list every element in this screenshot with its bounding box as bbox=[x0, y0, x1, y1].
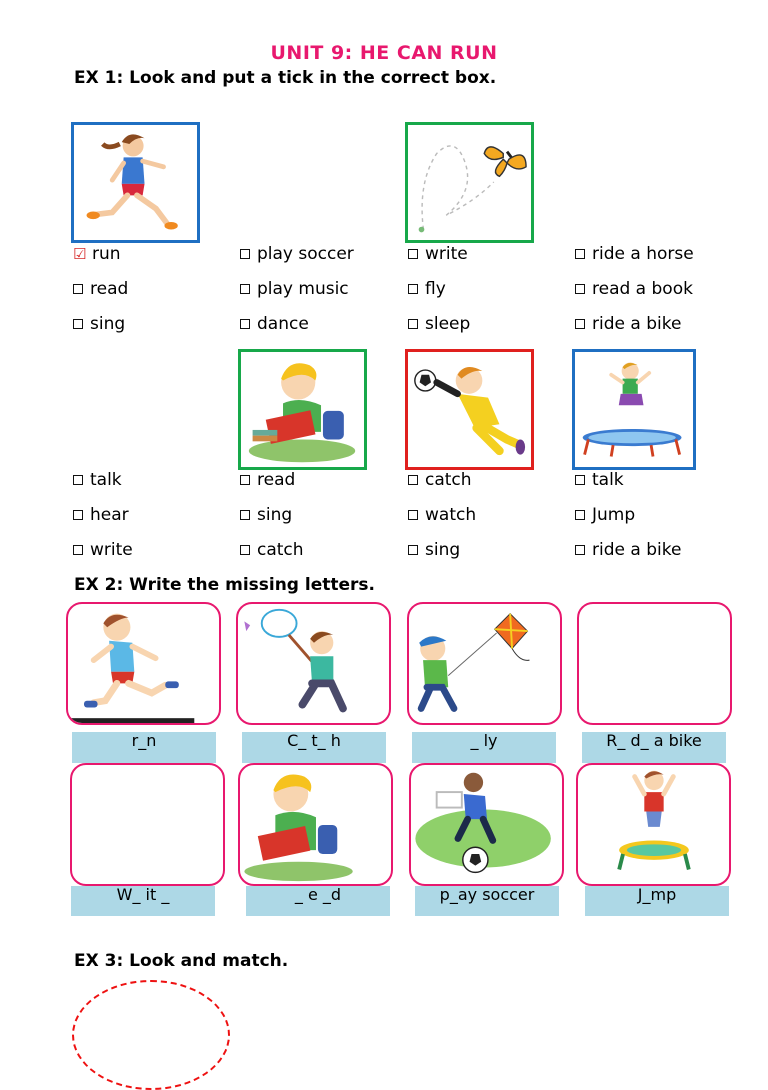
ex1-heading: EX 1: Look and put a tick in the correct box. bbox=[74, 68, 497, 88]
checkbox-icon[interactable] bbox=[73, 319, 83, 329]
option-hear[interactable] bbox=[73, 505, 129, 525]
checkbox-icon[interactable] bbox=[575, 475, 585, 485]
option-label: hear bbox=[90, 505, 129, 525]
option-sing[interactable] bbox=[240, 505, 292, 525]
card-boy-butterfly-net bbox=[236, 602, 391, 725]
option-label: ride a horse bbox=[592, 244, 694, 264]
option-ride-a-horse[interactable] bbox=[575, 244, 694, 264]
option-label: ride a bike bbox=[592, 540, 682, 560]
card-empty-2 bbox=[70, 763, 225, 886]
missing-letters-label: p_ay soccer bbox=[415, 886, 559, 916]
option-talk[interactable] bbox=[73, 470, 122, 490]
option-write[interactable] bbox=[408, 244, 468, 264]
missing-letters-label: _ ly bbox=[412, 732, 556, 763]
checkbox-icon[interactable] bbox=[240, 510, 250, 520]
checkbox-icon[interactable] bbox=[575, 284, 585, 294]
option-label: dance bbox=[257, 314, 309, 334]
dashed-circle-shape bbox=[72, 980, 230, 1090]
option-read[interactable] bbox=[240, 470, 295, 490]
card-boy-jumping bbox=[576, 763, 731, 886]
checkbox-icon[interactable] bbox=[408, 284, 418, 294]
option-watch[interactable] bbox=[408, 505, 476, 525]
card-boy-reading bbox=[238, 763, 393, 886]
checkbox-icon[interactable] bbox=[73, 510, 83, 520]
checkbox-icon[interactable] bbox=[240, 284, 250, 294]
option-read-a-book[interactable] bbox=[575, 279, 693, 299]
checkbox-icon[interactable] bbox=[240, 475, 250, 485]
option-label: Jump bbox=[592, 505, 636, 525]
checkbox-icon[interactable] bbox=[240, 249, 250, 259]
option-write[interactable] bbox=[73, 540, 133, 560]
option-label: catch bbox=[425, 470, 472, 490]
missing-letters-label: W_ it _ bbox=[71, 886, 215, 916]
option-label: write bbox=[90, 540, 133, 560]
checkbox-icon[interactable] bbox=[73, 475, 83, 485]
checkbox-icon[interactable] bbox=[73, 545, 83, 555]
option-label: watch bbox=[425, 505, 477, 525]
goalkeeper-picture bbox=[405, 349, 534, 470]
boy-reading-picture bbox=[238, 349, 367, 470]
option-label: sing bbox=[90, 314, 126, 334]
runner-girl-picture bbox=[71, 122, 200, 243]
option-ride-a-bike[interactable] bbox=[575, 314, 681, 334]
card-empty-1 bbox=[577, 602, 732, 725]
checked-box-icon[interactable]: ☑ bbox=[73, 245, 87, 263]
option-catch[interactable] bbox=[240, 540, 304, 560]
option-label: sleep bbox=[425, 314, 471, 334]
option-label: play soccer bbox=[257, 244, 354, 264]
missing-letters-label: C_ t_ h bbox=[242, 732, 386, 763]
missing-letters-label: r_n bbox=[72, 732, 216, 763]
option-catch[interactable] bbox=[408, 470, 472, 490]
card-running-boy bbox=[66, 602, 221, 725]
checkbox-icon[interactable] bbox=[408, 475, 418, 485]
checkbox-icon[interactable] bbox=[408, 545, 418, 555]
option-play-soccer[interactable] bbox=[240, 244, 354, 264]
option-label: read a book bbox=[592, 279, 693, 299]
option-label: read bbox=[90, 279, 129, 299]
checkbox-icon[interactable] bbox=[408, 249, 418, 259]
option-label: sing bbox=[257, 505, 293, 525]
option-run[interactable] bbox=[73, 244, 121, 264]
checkbox-icon[interactable] bbox=[73, 284, 83, 294]
option-sing[interactable] bbox=[408, 540, 460, 560]
page-title: UNIT 9: HE CAN RUN bbox=[270, 42, 498, 64]
option-label: catch bbox=[257, 540, 304, 560]
checkbox-icon[interactable] bbox=[408, 510, 418, 520]
checkbox-icon[interactable] bbox=[240, 545, 250, 555]
option-label: talk bbox=[592, 470, 624, 490]
option-play-music[interactable] bbox=[240, 279, 349, 299]
option-fly[interactable] bbox=[408, 279, 446, 299]
card-boy-soccer bbox=[409, 763, 564, 886]
checkbox-icon[interactable] bbox=[408, 319, 418, 329]
option-label: read bbox=[257, 470, 296, 490]
missing-letters-label: R_ d_ a bike bbox=[582, 732, 726, 763]
missing-letters-label: J_mp bbox=[585, 886, 729, 916]
checkbox-icon[interactable] bbox=[575, 545, 585, 555]
ex3-heading: EX 3: Look and match. bbox=[74, 951, 289, 971]
option-jump[interactable] bbox=[575, 505, 635, 525]
option-dance[interactable] bbox=[240, 314, 309, 334]
option-label: sing bbox=[425, 540, 461, 560]
option-talk[interactable] bbox=[575, 470, 624, 490]
checkbox-icon[interactable] bbox=[575, 249, 585, 259]
option-label: talk bbox=[90, 470, 122, 490]
option-label: ride a bike bbox=[592, 314, 682, 334]
butterfly-picture bbox=[405, 122, 534, 243]
option-label: write bbox=[425, 244, 468, 264]
option-sing[interactable] bbox=[73, 314, 125, 334]
option-label: play music bbox=[257, 279, 349, 299]
boy-trampoline-picture bbox=[572, 349, 696, 470]
checkbox-icon[interactable] bbox=[575, 510, 585, 520]
ex2-heading: EX 2: Write the missing letters. bbox=[74, 575, 375, 595]
option-label: run bbox=[92, 244, 121, 264]
option-sleep[interactable] bbox=[408, 314, 470, 334]
missing-letters-label: _ e _d bbox=[246, 886, 390, 916]
option-label: fly bbox=[425, 279, 446, 299]
card-boy-kite bbox=[407, 602, 562, 725]
option-ride-a-bike[interactable] bbox=[575, 540, 681, 560]
option-read[interactable] bbox=[73, 279, 128, 299]
checkbox-icon[interactable] bbox=[240, 319, 250, 329]
checkbox-icon[interactable] bbox=[575, 319, 585, 329]
